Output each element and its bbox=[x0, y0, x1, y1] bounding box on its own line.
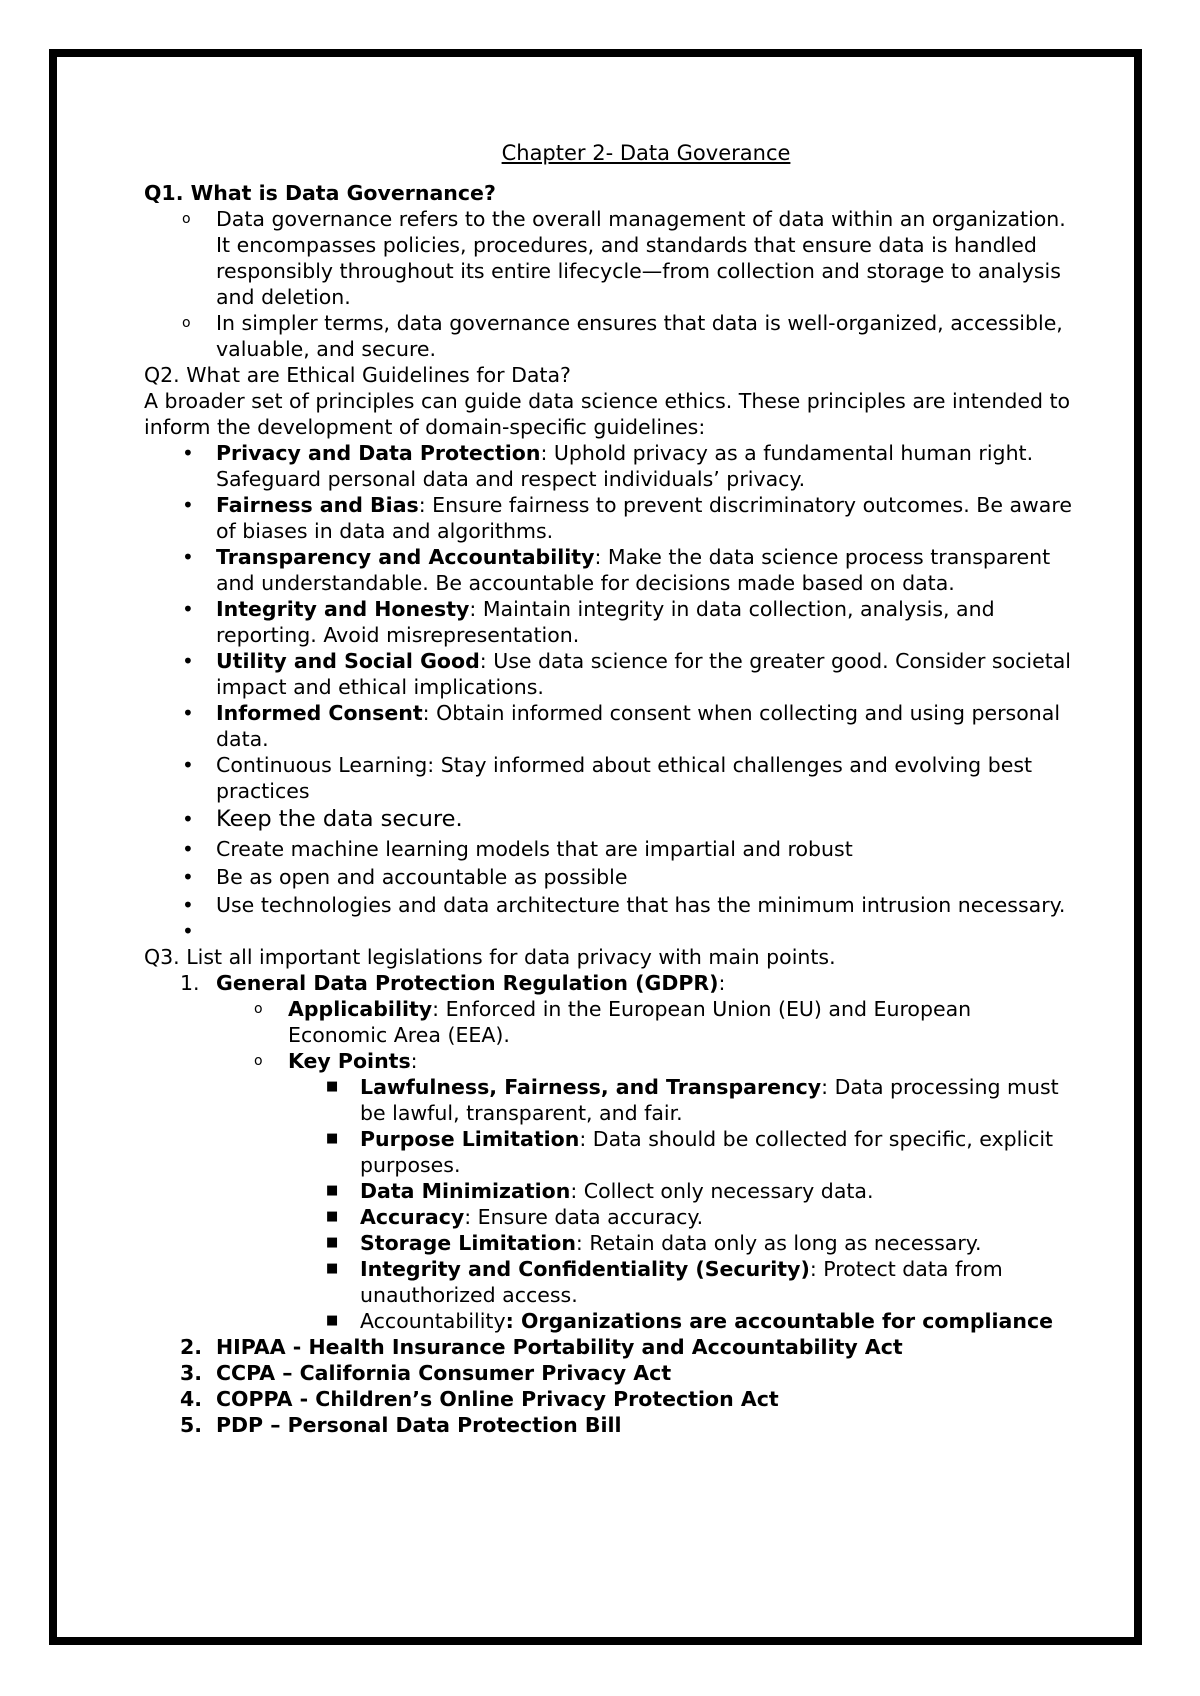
document-body bbox=[144, 140, 1074, 1438]
gdpr-keypoint: ■ Storage Limitation: Retain data only as long as necessary. bbox=[326, 1231, 982, 1255]
circle-bullet-icon: o bbox=[182, 315, 191, 331]
law-item: 4. COPPA - Children’s Online Privacy Protection Act bbox=[180, 1387, 779, 1411]
bullet-icon: • bbox=[182, 807, 194, 831]
gdpr-keypoint: ■ Lawfulness, Fairness, and Transparency: Data processing must be lawful, transparent, and fair. bbox=[326, 1075, 1059, 1125]
q1-point: o In simpler terms, data governance ensures that data is well-organized, accessible, valuable, and secure. bbox=[182, 311, 1063, 361]
guideline-item: • Utility and Social Good: Use data science for the greater good. Consider societal impact and ethical implications. bbox=[182, 649, 1072, 699]
guideline-item: • Privacy and Data Protection: Uphold privacy as a fundamental human right. Safeguard personal data and respect individuals’ privacy. bbox=[182, 441, 1034, 491]
empty-guideline-item bbox=[144, 918, 1074, 944]
q2-heading: Q2. What are Ethical Guidelines for Data? bbox=[144, 363, 571, 387]
square-bullet-icon: ■ bbox=[326, 1261, 339, 1276]
circle-bullet-icon: o bbox=[254, 1001, 263, 1017]
gdpr-keypoint: ■ Accuracy: Ensure data accuracy. bbox=[326, 1205, 704, 1229]
bullet-icon: • bbox=[182, 649, 194, 673]
circle-bullet-icon: o bbox=[254, 1053, 263, 1069]
gdpr-keypoint: ■ Accountability: Organizations are accountable for compliance bbox=[326, 1309, 1054, 1333]
bullet-icon: • bbox=[182, 753, 194, 777]
bullet-icon: • bbox=[182, 545, 194, 569]
gdpr-detail: o Applicability: Enforced in the European Union (EU) and European Economic Area (EEA). bbox=[254, 997, 972, 1047]
gdpr-keypoint: ■ Data Minimization: Collect only necessary data. bbox=[326, 1179, 874, 1203]
law-item: 2. HIPAA - Health Insurance Portability and Accountability Act bbox=[180, 1335, 903, 1359]
q1-point: o Data governance refers to the overall management of data within an organization. It encompasses policies, procedures, and standards that ensure data is handled responsibly throughout its entire lifecycle—from collection and storage to analysis and deletion. bbox=[182, 207, 1066, 309]
guideline-item: • Create machine learning models that are impartial and robust bbox=[182, 837, 853, 861]
guideline-item: • Be as open and accountable as possible bbox=[182, 865, 628, 889]
square-bullet-icon: ■ bbox=[326, 1131, 339, 1146]
bullet-icon: • bbox=[182, 441, 194, 465]
bullet-icon: • bbox=[182, 893, 194, 917]
bullet-icon: • bbox=[182, 597, 194, 621]
q1-heading: Q1. What is Data Governance? bbox=[144, 181, 496, 205]
square-bullet-icon: ■ bbox=[326, 1313, 339, 1328]
guideline-item: • Integrity and Honesty: Maintain integrity in data collection, analysis, and reporting. Avoid misrepresentation. bbox=[182, 597, 995, 647]
guideline-item: • Continuous Learning: Stay informed about ethical challenges and evolving best practices bbox=[182, 753, 1033, 803]
bullet-icon: • bbox=[182, 701, 194, 725]
circle-bullet-icon: o bbox=[182, 211, 191, 227]
guideline-item: • Transparency and Accountability: Make the data science process transparent and understandable. Be accountable for decisions made based on data. bbox=[182, 545, 1051, 595]
law-item: 5. PDP – Personal Data Protection Bill bbox=[180, 1413, 622, 1437]
bullet-icon: • bbox=[182, 865, 194, 889]
guideline-item: • Use technologies and data architecture that has the minimum intrusion necessary. bbox=[182, 893, 1066, 917]
gdpr-keypoint: ■ Purpose Limitation: Data should be collected for specific, explicit purposes. bbox=[326, 1127, 1054, 1177]
guideline-item: • Fairness and Bias: Ensure fairness to prevent discriminatory outcomes. Be aware of biases in data and algorithms. bbox=[182, 493, 1072, 543]
bullet-icon: • bbox=[182, 919, 194, 943]
chapter-title: Chapter 2- Data Goverance bbox=[501, 141, 791, 165]
guideline-item: • Keep the data secure. bbox=[182, 806, 463, 832]
gdpr-keypoint: ■ Integrity and Confidentiality (Security): Protect data from unauthorized access. bbox=[326, 1257, 1003, 1307]
square-bullet-icon: ■ bbox=[326, 1209, 339, 1224]
law-item: 3. CCPA – California Consumer Privacy Act bbox=[180, 1361, 672, 1385]
bullet-icon: • bbox=[182, 837, 194, 861]
guideline-item: • Informed Consent: Obtain informed consent when collecting and using personal data. bbox=[182, 701, 1061, 751]
square-bullet-icon: ■ bbox=[326, 1183, 339, 1198]
bullet-icon: • bbox=[182, 493, 194, 517]
q2-intro: A broader set of principles can guide data science ethics. These principles are intended to inform the development of domain-specific guidelines: bbox=[144, 389, 1071, 439]
law-item: 1. General Data Protection Regulation (GDPR): bbox=[180, 971, 726, 995]
q3-heading: Q3. List all important legislations for data privacy with main points. bbox=[144, 945, 836, 969]
square-bullet-icon: ■ bbox=[326, 1235, 339, 1250]
gdpr-detail: o Key Points: bbox=[254, 1049, 418, 1073]
square-bullet-icon: ■ bbox=[326, 1079, 339, 1094]
